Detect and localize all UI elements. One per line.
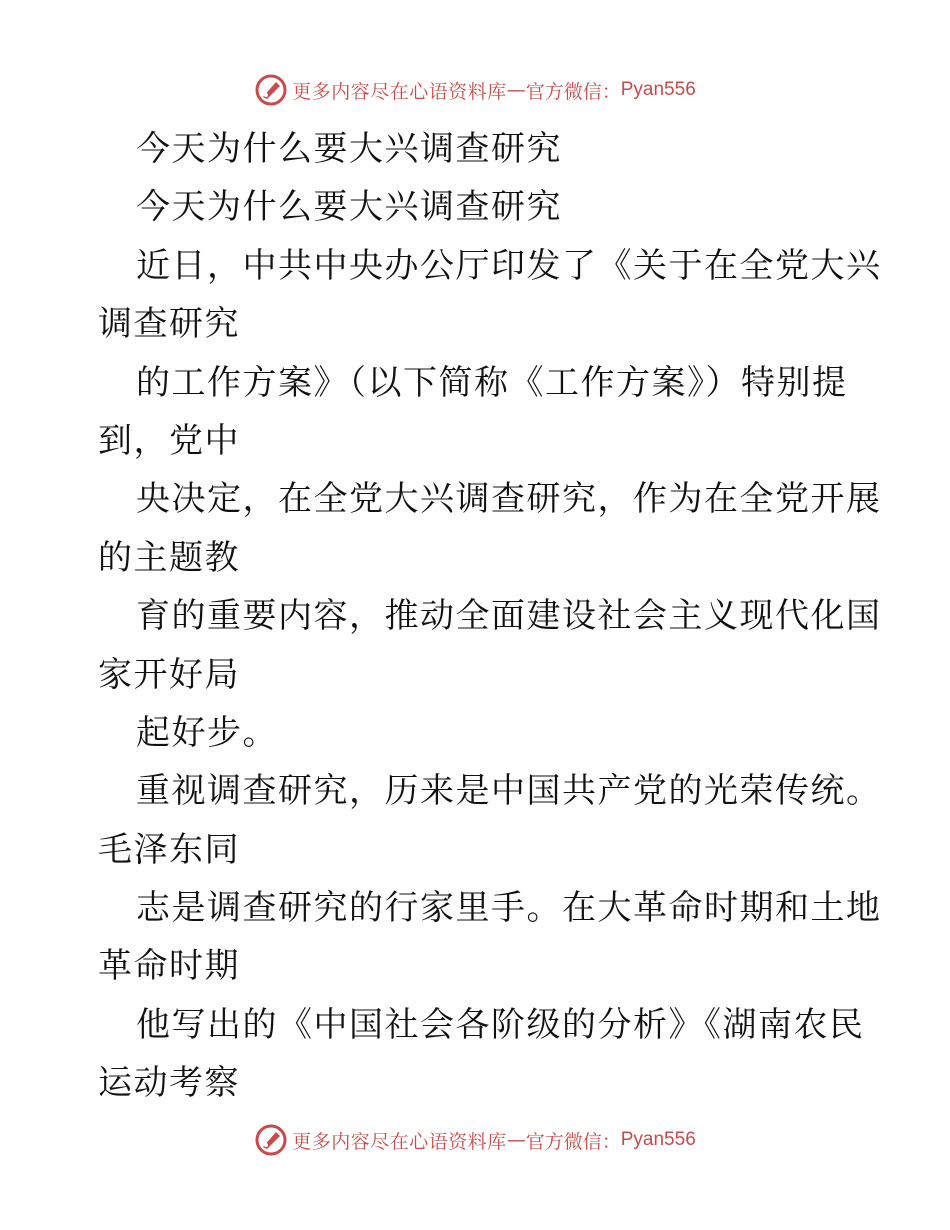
banner-separator: — xyxy=(506,1129,526,1151)
text-line: 的主题教 xyxy=(98,537,240,578)
banner-brand: 更多内容尽在心语资料库 xyxy=(292,1130,507,1153)
text-line: 家开好局 xyxy=(98,654,240,695)
text-line: 革命时期 xyxy=(98,946,240,987)
text-line: 今天为什么要大兴调查研究 xyxy=(136,129,562,169)
banner-wechat-label: 官方微信： xyxy=(525,80,621,103)
banner-wechat-id: Pyan556 xyxy=(620,1129,696,1150)
text-line: 今天为什么要大兴调查研究 xyxy=(136,187,562,228)
text-line: 调查研究 xyxy=(98,304,240,345)
text-line: 毛泽东同 xyxy=(98,829,240,870)
text-line: 到，党中 xyxy=(98,420,240,461)
text-line: 起好步。 xyxy=(136,712,278,753)
text-line: 运动考察 xyxy=(98,1063,240,1104)
footer-banner xyxy=(0,1120,950,1160)
text-line: 央决定，在全党大兴调查研究，作为在全党开展 xyxy=(136,479,882,520)
banner-wechat-label: 官方微信： xyxy=(525,1130,621,1153)
text-line: 重视调查研究，历来是中国共产党的光荣传统。 xyxy=(136,771,882,812)
text-line: 近日，中共中央办公厅印发了《关于在全党大兴 xyxy=(136,245,882,286)
text-line: 志是调查研究的行家里手。在大革命时期和土地 xyxy=(136,888,882,929)
header-banner xyxy=(0,70,950,110)
text-line: 育的重要内容，推动全面建设社会主义现代化国 xyxy=(136,596,882,637)
document-body xyxy=(98,120,882,1113)
banner-brand: 更多内容尽在心语资料库 xyxy=(292,80,507,103)
pen-nib-logo-icon xyxy=(254,1123,288,1157)
pen-nib-logo-icon xyxy=(254,73,288,107)
banner-separator: — xyxy=(506,79,526,101)
text-line: 他写出的《中国社会各阶级的分析》《湖南农民 xyxy=(136,1004,865,1045)
banner-wechat-id: Pyan556 xyxy=(620,79,696,100)
text-line: 的工作方案》（以下简称《工作方案》）特别提 xyxy=(136,362,848,403)
